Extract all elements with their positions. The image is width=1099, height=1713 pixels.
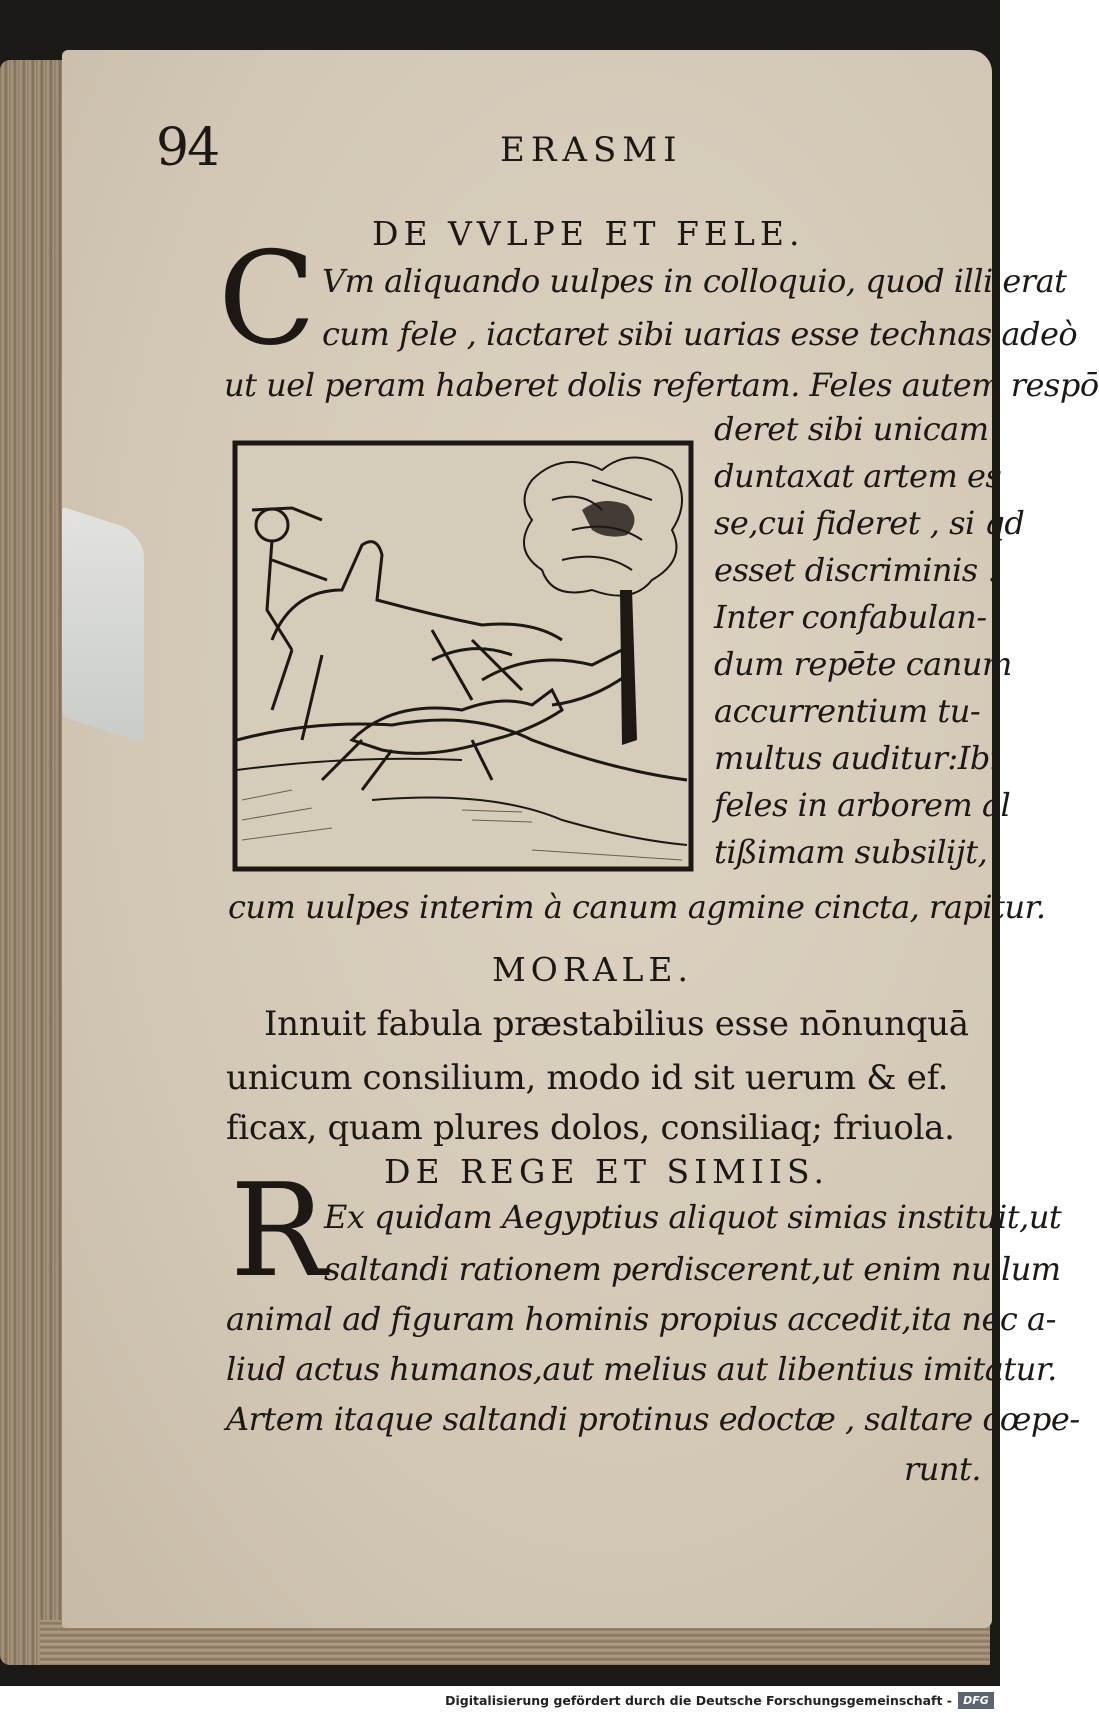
fable1-line-5: duntaxat artem es xyxy=(714,457,1002,495)
running-head: ERASMI xyxy=(500,130,683,170)
woodcut-illustration xyxy=(232,440,694,872)
fable1-line-13: tißimam subsilijt, xyxy=(714,833,988,871)
fable1-line-3: ut uel peram haberet dolis refertam. Feles autem respō xyxy=(224,366,1099,404)
fable2-title: DE REGE ET SIMIIS. xyxy=(384,1152,829,1191)
fable1-line-11: multus auditur:Ibi xyxy=(714,739,1000,777)
dfg-logo: DFG xyxy=(958,1692,994,1709)
moral-title: MORALE. xyxy=(492,950,694,989)
fable1-line-1: Vm aliquando uulpes in colloquio, quod illi erat xyxy=(322,262,1067,300)
footer-credit: Digitalisierung gefördert durch die Deutsche Forschungsgemeinschaft - xyxy=(445,1693,952,1708)
moral-line-1: Innuit fabula præstabilius esse nōnunquā xyxy=(264,1004,969,1044)
fable1-title: DE VVLPE ET FELE. xyxy=(372,214,805,253)
book-page-edges xyxy=(0,60,70,1665)
fable1-line-2: cum fele , iactaret sibi uarias esse technas,adeò xyxy=(322,315,1078,353)
fable2-line-3: animal ad figuram hominis propius accedit,ita nec a- xyxy=(226,1300,1056,1338)
fable1-line-9: dum repēte canum xyxy=(714,645,1012,683)
fable1-drop-cap: C xyxy=(218,225,316,374)
page-number: 94 xyxy=(156,118,219,178)
fable1-line-10: accurrentium tu- xyxy=(714,692,981,730)
fable1-line-8: Inter confabulan- xyxy=(714,598,987,636)
fable2-line-1: Ex quidam Aegyptius aliquot simias instituit,ut xyxy=(324,1198,1062,1236)
fable2-line-2: saltandi rationem perdiscerent,ut enim nullum xyxy=(324,1250,1061,1288)
fable2-drop-cap: R xyxy=(230,1157,327,1306)
fable2-line-5: Artem itaque saltandi protinus edoctæ , saltare cœpe- xyxy=(226,1400,1080,1438)
moral-line-3: ficax, quam plures dolos, consiliaq; friuola. xyxy=(226,1108,955,1148)
fable1-line-14: cum uulpes interim à canum agmine cincta, rapitur. xyxy=(228,888,1046,926)
fable2-line-6: runt. xyxy=(904,1450,982,1488)
fable1-line-4: deret sibi unicam xyxy=(714,410,989,448)
fable1-line-12: feles in arborem al xyxy=(714,786,1011,824)
moral-line-2: unicum consilium, modo id sit uerum & ef. xyxy=(226,1058,949,1098)
fable1-line-7: esset discriminis . xyxy=(714,551,998,589)
bookmark-strip xyxy=(62,507,144,744)
fable2-line-4: liud actus humanos,aut melius aut libentius imitatur. xyxy=(226,1350,1057,1388)
fable1-line-6: se,cui fideret , si qd xyxy=(714,504,1025,542)
digitization-footer xyxy=(0,1690,1000,1713)
woodcut-hunt-scene-image xyxy=(232,440,694,872)
